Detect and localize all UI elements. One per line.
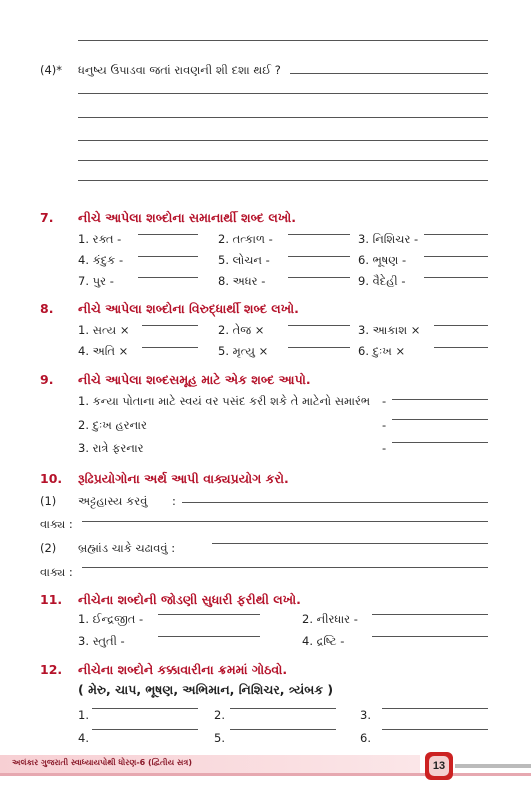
- dash: -: [382, 441, 387, 455]
- answer-line: [92, 729, 198, 730]
- section-number: 12.: [40, 662, 63, 677]
- answer-line: [142, 347, 198, 348]
- answer-line: [424, 256, 488, 257]
- list-item: 5.: [214, 731, 225, 745]
- item-number: (2): [40, 541, 57, 555]
- section-number: 11.: [40, 592, 63, 607]
- answer-line: [182, 502, 488, 503]
- section-number: 10.: [40, 471, 63, 486]
- answer-line: [288, 347, 350, 348]
- list-item: 3. રાત્રે ફરનાર: [78, 441, 144, 455]
- answer-line: [372, 614, 488, 615]
- list-item: 1.: [78, 708, 89, 722]
- section-number: 9.: [40, 372, 54, 387]
- answer-line: [138, 234, 198, 235]
- answer-line: [78, 117, 488, 118]
- answer-line: [424, 277, 488, 278]
- item-number: (1): [40, 494, 57, 508]
- answer-line: [158, 636, 260, 637]
- section-title: નીચેના શબ્દોને કક્કાવારીના ક્રમમાં ગોઠવો.: [78, 662, 288, 677]
- dash: -: [382, 418, 387, 432]
- idiom-text: અટ્ટહાસ્ય કરવું: [78, 494, 148, 508]
- answer-line: [288, 277, 350, 278]
- list-item: 2. તત્કાળ -: [218, 232, 273, 246]
- answer-line: [158, 614, 260, 615]
- answer-line: [138, 277, 198, 278]
- list-item: 2. નીરધાર -: [302, 612, 358, 626]
- list-item: 8. અધર -: [218, 274, 266, 288]
- answer-line: [78, 180, 488, 181]
- list-item: 3. આકાશ ×: [358, 323, 421, 337]
- list-item: 2.: [214, 708, 225, 722]
- list-item: 3. નિશિચર -: [358, 232, 419, 246]
- list-item: 4. કંદુક -: [78, 253, 124, 267]
- list-item: 9. વૈદેહી -: [358, 274, 406, 288]
- list-item: 5. લોચન -: [218, 253, 270, 267]
- word-list: ( મેરુ, ચાપ, ભૂષણ, અભિમાન, નિશિચર, ત્ર્યંબક ): [78, 682, 334, 697]
- answer-line: [290, 73, 488, 74]
- list-item: 4. દ્રષ્ટિ -: [302, 634, 345, 648]
- sentence-label: વાક્ય :: [40, 517, 73, 531]
- answer-line: [372, 636, 488, 637]
- list-item: 6. દુઃખ ×: [358, 344, 406, 358]
- section-title: નીચે આપેલા શબ્દસમૂહ માટે એક શબ્દ આપો.: [78, 372, 311, 387]
- answer-line: [212, 543, 488, 544]
- answer-line: [82, 521, 488, 522]
- answer-line: [382, 729, 488, 730]
- answer-line: [78, 160, 488, 161]
- list-item: 1. કન્યા પોતાના માટે સ્વયં વર પસંદ કરી શકે તે માટેનો સમારંભ: [78, 394, 371, 408]
- answer-line: [78, 40, 488, 41]
- list-item: 5. મૃત્યુ ×: [218, 344, 269, 358]
- answer-line: [142, 325, 198, 326]
- list-item: 3.: [360, 708, 371, 722]
- footer-rule: [455, 764, 531, 768]
- answer-line: [230, 708, 336, 709]
- list-item: 1. ઈન્દ્રજીત -: [78, 612, 144, 626]
- list-item: 1. સત્ય ×: [78, 323, 130, 337]
- answer-line: [434, 325, 488, 326]
- list-item: 1. રક્ત -: [78, 232, 122, 246]
- section-title: નીચે આપેલા શબ્દોના સમાનાર્થી શબ્દ લખો.: [78, 210, 296, 225]
- answer-line: [288, 325, 350, 326]
- section-number: 7.: [40, 210, 54, 225]
- list-item: 6. ભૂષણ -: [358, 253, 407, 267]
- page-number-badge: [425, 752, 453, 780]
- list-item: 2. તેજ ×: [218, 323, 265, 337]
- answer-line: [78, 140, 488, 141]
- section-title: રૂઢિપ્રયોગોના અર્થ આપી વાક્યપ્રયોગ કરો.: [78, 471, 289, 486]
- answer-line: [138, 256, 198, 257]
- answer-line: [230, 729, 336, 730]
- answer-line: [82, 567, 488, 568]
- list-item: 6.: [360, 731, 371, 745]
- page-number: 13: [429, 756, 449, 776]
- list-item: 3. સ્તુતી -: [78, 634, 125, 648]
- list-item: 4.: [78, 731, 89, 745]
- section-title: નીચેના શબ્દોની જોડણી સુધારી ફરીથી લખો.: [78, 592, 301, 607]
- sentence-label: વાક્ય :: [40, 565, 73, 579]
- section-number: 8.: [40, 301, 54, 316]
- list-item: 7. પુર -: [78, 274, 114, 288]
- answer-line: [288, 234, 350, 235]
- question-text: ધનુષ્ય ઉપાડવા જતાં રાવણની શી દશા થઈ ?: [78, 63, 281, 77]
- list-item: 4. અતિ ×: [78, 344, 129, 358]
- section-title: નીચે આપેલા શબ્દોના વિરુદ્ધાર્થી શબ્દ લખો.: [78, 301, 299, 316]
- dash: -: [382, 394, 387, 408]
- answer-line: [434, 347, 488, 348]
- colon: :: [172, 494, 176, 508]
- answer-line: [382, 708, 488, 709]
- answer-line: [92, 708, 198, 709]
- answer-line: [392, 419, 488, 420]
- footer-book-title: અલંકાર ગુજરાતી સ્વાધ્યાયપોથી ધોરણ-6 (દ્વિતીય સત્ર): [12, 758, 192, 767]
- answer-line: [78, 93, 488, 94]
- list-item: 2. દુઃખ હરનાર: [78, 418, 147, 432]
- idiom-text: બ્રહ્માંડ ચાકે ચઢાવવું :: [78, 541, 176, 555]
- answer-line: [392, 399, 488, 400]
- question-number: (4)*: [40, 63, 63, 77]
- answer-line: [424, 234, 488, 235]
- answer-line: [288, 256, 350, 257]
- answer-line: [392, 442, 488, 443]
